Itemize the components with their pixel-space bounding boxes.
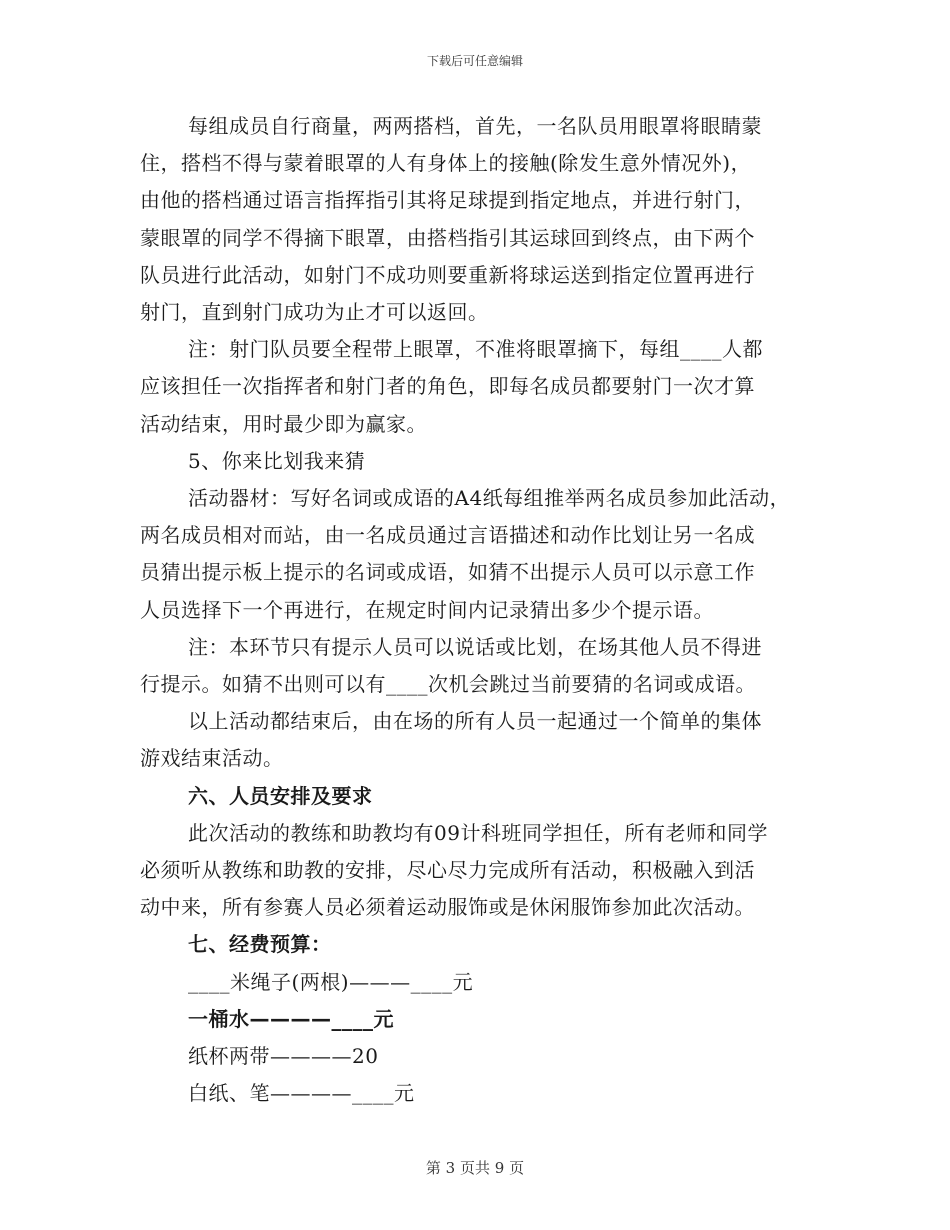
paragraph-line: 必须听从教练和助教的安排，尽心尽力完成所有活动，积极融入到活 <box>140 858 755 883</box>
paragraph-line: 活动器材：写好名词或成语的A4纸每组推举两名成员参加此活动， <box>188 486 791 511</box>
paragraph-line: ____米绳子(两根)———____元 <box>188 969 474 994</box>
paragraph-line: 白纸、笔————____元 <box>188 1081 415 1106</box>
section-heading: 七、经费预算： <box>188 932 332 957</box>
paragraph-line: 游戏结束活动。 <box>140 746 284 771</box>
page-header: 下载后可任意编辑 <box>426 54 523 68</box>
paragraph-line: 以上活动都结束后，由在场的所有人员一起通过一个简单的集体 <box>188 709 762 734</box>
paragraph-line: 5、你来比划我来猜 <box>188 448 366 473</box>
section-heading: 六、人员安排及要求 <box>188 783 373 808</box>
paragraph-line: 注：射门队员要全程带上眼罩，不准将眼罩摘下，每组____人都 <box>188 337 763 362</box>
paragraph-line: 由他的搭档通过语言指挥指引其将足球提到指定地点，并进行射门， <box>140 188 755 213</box>
paragraph-line: 行提示。如猜不出则可以有____次机会跳过当前要猜的名词或成语。 <box>140 672 756 697</box>
paragraph-line: 射门，直到射门成功为止才可以返回。 <box>140 300 489 325</box>
paragraph-line: 两名成员相对而站，由一名成员通过言语描述和动作比划让另一名成 <box>140 523 755 548</box>
paragraph-line: 人员选择下一个再进行，在规定时间内记录猜出多少个提示语。 <box>140 597 714 622</box>
paragraph-line: 此次活动的教练和助教均有09计科班同学担任，所有老师和同学 <box>188 820 768 845</box>
paragraph-line: 活动结束，用时最少即为赢家。 <box>140 411 427 436</box>
document-body <box>140 108 810 1112</box>
paragraph-line: 动中来，所有参赛人员必须着运动服饰或是休闲服饰参加此次活动。 <box>140 895 755 920</box>
section-heading: 一桶水————____元 <box>188 1006 394 1031</box>
paragraph-line: 应该担任一次指挥者和射门者的角色，即每名成员都要射门一次才算 <box>140 374 755 399</box>
paragraph-line: 蒙眼罩的同学不得摘下眼罩，由搭档指引其运球回到终点，由下两个 <box>140 225 755 250</box>
paragraph-line: 每组成员自行商量，两两搭档，首先，一名队员用眼罩将眼睛蒙 <box>188 114 762 138</box>
paragraph-line: 队员进行此活动，如射门不成功则要重新将球运送到指定位置再进行 <box>140 262 755 287</box>
paragraph-line: 纸杯两带————20 <box>188 1044 379 1069</box>
paragraph-line: 员猜出提示板上提示的名词或成语，如猜不出提示人员可以示意工作 <box>140 560 755 585</box>
paragraph-line: 注：本环节只有提示人员可以说话或比划，在场其他人员不得进 <box>188 634 762 659</box>
paragraph-line: 住，搭档不得与蒙着眼罩的人有身体上的接触(除发生意外情况外)， <box>140 151 752 176</box>
page-footer: 第 3 页共 9 页 <box>425 1159 525 1177</box>
